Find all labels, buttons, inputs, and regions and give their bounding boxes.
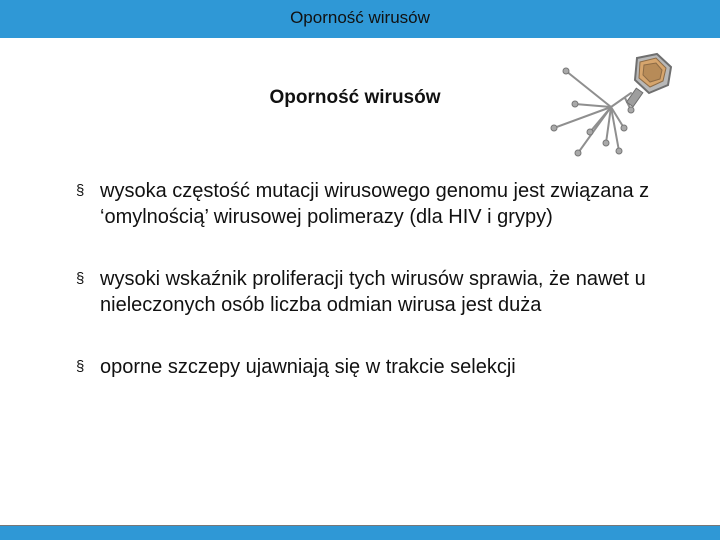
slide-title: Oporność wirusów — [269, 87, 441, 108]
bacteriophage-icon — [536, 50, 678, 170]
bullet-list — [76, 178, 686, 416]
bullet-text: wysoki wskaźnik proliferacji tych wirusów sprawia, że nawet u nieleczonych osób liczba odmian wirusa jest duża — [100, 268, 646, 316]
bullet-text: wysoka częstość mutacji wirusowego genomu jest związana z ‘omylnością’ wirusowej polimerazy (dla HIV i grypy) — [100, 180, 650, 228]
bullet-text: oporne szczepy ujawniają się w trakcie selekcji — [100, 356, 516, 378]
bullet-marker: § — [76, 358, 85, 375]
bullet-item — [76, 266, 686, 318]
footer-bar — [0, 525, 720, 540]
header-bar — [0, 0, 720, 38]
bullet-item — [76, 354, 686, 380]
bullet-marker: § — [76, 182, 85, 199]
bullet-marker: § — [76, 270, 85, 287]
header-title: Oporność wirusów — [290, 8, 430, 27]
bullet-item — [76, 178, 686, 230]
